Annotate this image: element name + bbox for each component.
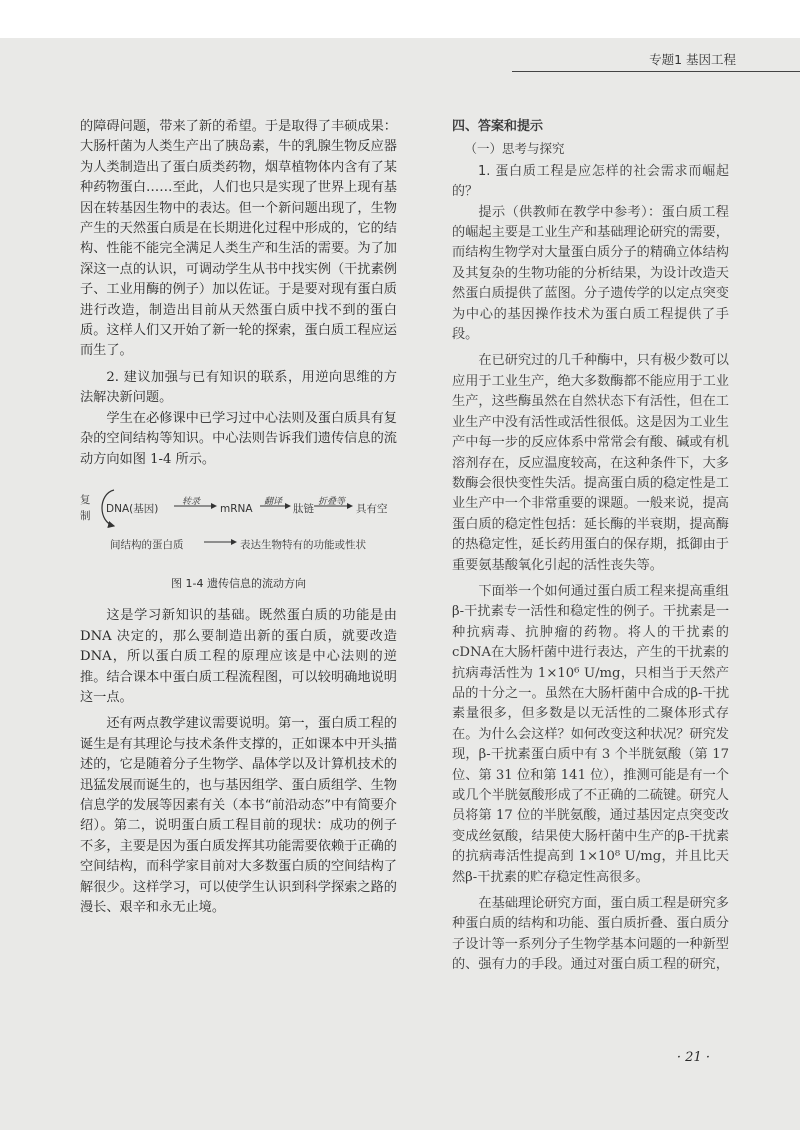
figure-central-dogma (80, 480, 397, 570)
header-rule (512, 71, 800, 72)
section-heading: 四、答案和提示 (452, 119, 544, 134)
right-paragraph-3: 下面举一个如何通过蛋白质工程来提高重组β-干扰素专一活性和稳定性的例子。干扰素是一种抗病毒、抗肿瘤的药物。将人的干扰素的cDNA在大肠杆菌中进行表达，产生的干扰素的抗病毒活性为 1×10⁶ U/mg，只相当于天然产品的十分之一。虽然在大肠杆菌中合成的β-干扰素量很多，但多数是以无活性的二聚体形式存在。为什么会这样？如何改变这种状况？研究发现，β-干扰素蛋白质中有 3 个半胱氨酸（第 17 位、第 31 位和第 141 位），推测可能是有一个或几个半胱氨酸形成了不正确的二硫键。研究人员将第 17 位的半胱氨酸，通过基因定点突变改变成丝氨酸，结果使大肠杆菌中生产的β-干扰素的抗病毒活性提高到 1×10⁸ U/mg，并且比天然β-干扰素的贮存稳定性高很多。 (452, 583, 729, 885)
figure-caption: 图 1-4 遗传信息的流动方向 (171, 576, 306, 590)
label-mrna: mRNA (220, 502, 253, 515)
label-translation: 翻译 (264, 496, 283, 507)
label-folding: 折叠等 (318, 496, 346, 507)
figure-arrows (80, 480, 397, 570)
left-paragraph-2: 2. 建议加强与已有知识的联系，用逆向思维的方法解决新问题。 (80, 369, 397, 406)
left-column (80, 117, 397, 918)
label-peptide: 肽链 (293, 502, 314, 515)
left-paragraph-3: 学生在必修课中已学习过中心法则及蛋白质具有复杂的空间结构等知识。中心法则告诉我们遗传信息的流动方向如图 1-4 所示。 (80, 410, 397, 467)
right-column (452, 117, 729, 976)
subsection-heading: （一）思考与探究 (464, 141, 565, 157)
right-paragraph-1: 提示（供教师在教学中参考）：蛋白质工程的崛起主要是工业生产和基础理论研究的需要，而结构生物学对大量蛋白质分子的精确立体结构及其复杂的生物功能的分析结果，为设计改造天然蛋白质提供了蓝图。分子遗传学的以定点突变为中心的基因操作技术为蛋白质工程提供了手段。 (452, 204, 729, 343)
question-1: 1. 蛋白质工程是应怎样的社会需求而崛起的？ (452, 163, 729, 200)
running-header: 专题1 基因工程 (649, 52, 736, 67)
label-transcription: 转录 (182, 496, 201, 507)
left-paragraph-4: 这是学习新知识的基础。既然蛋白质的功能是由 DNA 决定的，那么要制造出新的蛋白质，就要改造 DNA，所以蛋白质工程的原理应该是中心法则的逆推。结合课本中蛋白质工程流程图，可以较明确地说明这一点。 (80, 608, 397, 705)
label-protein: 间结构的蛋白质 (110, 538, 184, 551)
label-replication-1: 复 (80, 493, 91, 506)
left-paragraph-5: 还有两点教学建议需要说明。第一，蛋白质工程的诞生是有其理论与技术条件支撑的，正如课本中开头描述的，它是随着分子生物学、晶体学以及计算机技术的迅猛发展而诞生的，也与基因组学、蛋白质组学、生物信息学的发展等因素有关（本书“前沿动态”中有简要介绍）。第二，说明蛋白质工程目前的现状：成功的例子不多，主要是因为蛋白质发挥其功能需要依赖于正确的空间结构，而科学家目前对大多数蛋白质的空间结构了解很少。这样学习，可以使学生认识到科学探索之路的漫长、艰辛和永无止境。 (80, 716, 397, 915)
right-paragraph-4: 在基础理论研究方面，蛋白质工程是研究多种蛋白质的结构和功能、蛋白质折叠、蛋白质分子设计等一系列分子生物学基本问题的一种新型的、强有力的手段。通过对蛋白质工程的研究， (452, 896, 729, 973)
page-number: · 21 · (676, 1050, 710, 1065)
left-paragraph-1: 的障碍问题，带来了新的希望。于是取得了丰硕成果：大肠杆菌为人类生产出了胰岛素，牛的乳腺生物反应器为人类制造出了蛋白质类药物，烟草植物体内含有了某种药物蛋白……至此，人们也只是实现了世界上现有基因在转基因生物中的表达。但一个新问题出现了，生物产生的天然蛋白质是在长期进化过程中形成的，它的结构、性能不能完全满足人类生产和生活的需要。为了加深这一点的认识，可调动学生从书中找实例（干扰素例子、工业用酶的例子）加以佐证。于是要对现有蛋白质进行改造，制造出目前从天然蛋白质中找不到的蛋白质。这样人们又开始了新一轮的探索，蛋白质工程应运而生了。 (80, 119, 397, 359)
label-replication-2: 制 (80, 509, 91, 522)
label-dna: DNA(基因) (106, 502, 159, 515)
label-function: 表达生物特有的功能或性状 (240, 538, 366, 551)
right-paragraph-2: 在已研究过的几千种酶中，只有极少数可以应用于工业生产，绝大多数酶都不能应用于工业生产，这些酶虽然在自然状态下有活性，但在工业生产中没有活性或活性很低。这是因为工业生产中每一步的反应体系中常常会有酸、碱或有机溶剂存在，反应温度较高，在这种条件下，大多数酶会很快变性失活。提高蛋白质的稳定性是工业生产中一个非常重要的课题。一般来说，提高蛋白质的稳定性包括：延长酶的半衰期，提高酶的热稳定性，延长药用蛋白的保存期，抵御由于重要氨基酸氧化引起的活性丧失等。 (452, 353, 729, 573)
label-spatial: 具有空 (356, 502, 388, 515)
